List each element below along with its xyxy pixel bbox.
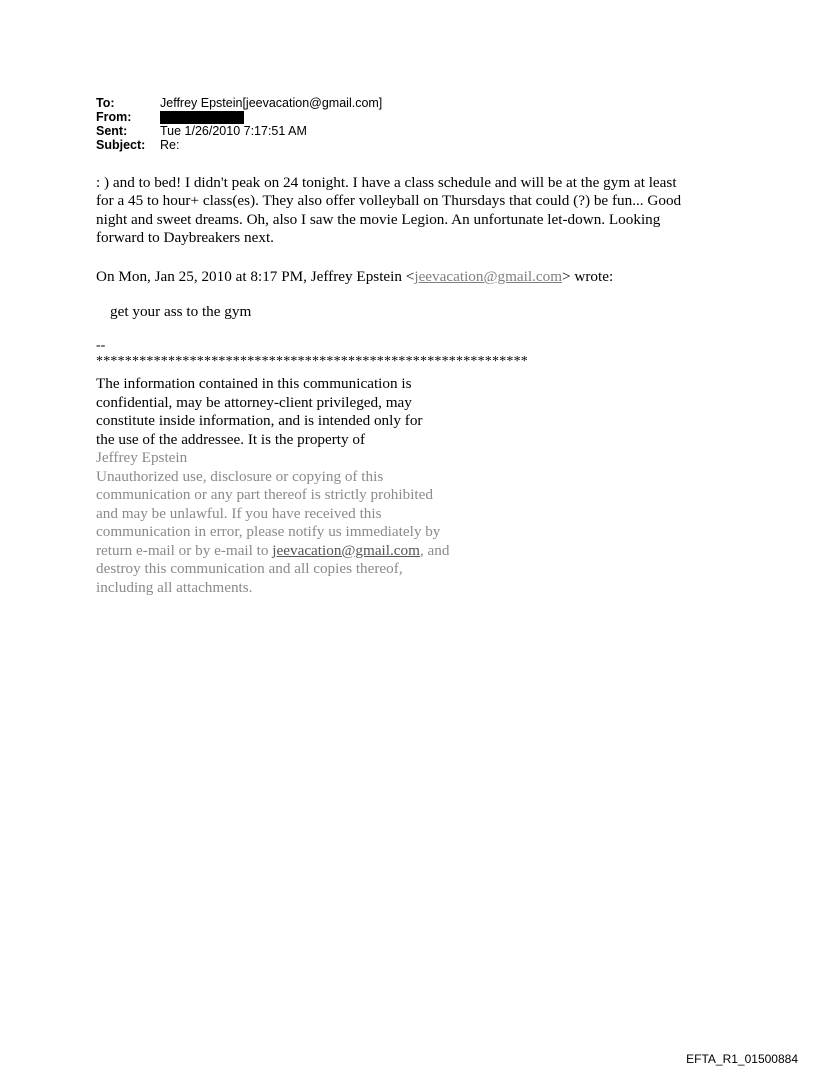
- disclaimer-line: confidential, may be attorney-client privileged, may: [96, 393, 412, 411]
- message-line: for a 45 to hour+ class(es). They also offer volleyball on Thursdays that could (?) be fun... Good: [96, 192, 682, 210]
- to-row: [96, 96, 382, 110]
- redaction-box: [160, 111, 244, 124]
- disclaimer-line: communication or any part thereof is strictly prohibited: [96, 486, 433, 503]
- quoted-intro-end: > wrote:: [562, 268, 614, 285]
- disclaimer-line: communication in error, please notify us immediately by: [96, 523, 441, 540]
- quoted-email-link[interactable]: jeevacation@gmail.com: [414, 268, 563, 285]
- subject-value: Re:: [160, 138, 180, 152]
- quoted-intro-text: On Mon, Jan 25, 2010 at 8:17 PM, Jeffrey Epstein <: [96, 268, 415, 285]
- sent-value: Tue 1/26/2010 7:17:51 AM: [160, 124, 307, 138]
- disclaimer-email-link[interactable]: jeevacation@gmail.com: [272, 541, 420, 559]
- disclaimer-return-text: return e-mail or by e-mail to: [96, 541, 273, 559]
- from-label: From:: [96, 110, 132, 124]
- email-header: [96, 96, 382, 152]
- message-line: : ) and to bed! I didn't peak on 24 tonight. I have a class schedule and will be at the gym at least: [96, 174, 677, 191]
- signature-stars: ************************************************************: [96, 354, 528, 369]
- disclaimer-line: and may be unlawful. If you have received this: [96, 504, 382, 522]
- disclaimer-line: Unauthorized use, disclosure or copying of this: [96, 467, 384, 485]
- subject-label: Subject:: [96, 138, 146, 152]
- message-body: [96, 174, 736, 248]
- disclaimer-line: destroy this communication and all copies thereof,: [96, 560, 403, 577]
- disclaimer-line: the use of the addressee. It is the property of: [96, 430, 366, 448]
- quoted-text: get your ass to the gym: [110, 303, 252, 320]
- quoted-intro: [96, 268, 613, 286]
- confidentiality-disclaimer: [96, 375, 476, 597]
- subject-row: [96, 138, 382, 152]
- disclaimer-line: The information contained in this communication is: [96, 375, 412, 392]
- disclaimer-return-end: , and: [419, 541, 450, 559]
- disclaimer-line: including all attachments.: [96, 578, 253, 596]
- to-value: Jeffrey Epstein[jeevacation@gmail.com]: [160, 96, 383, 110]
- message-line: forward to Daybreakers next.: [96, 229, 274, 247]
- disclaimer-line: constitute inside information, and is intended only for: [96, 412, 423, 429]
- to-label: To:: [96, 96, 115, 110]
- disclaimer-return-line: [96, 542, 476, 561]
- sent-row: [96, 124, 382, 138]
- signature-dashes: --: [96, 338, 106, 353]
- sent-label: Sent:: [96, 124, 128, 138]
- document-id: EFTA_R1_01500884: [686, 1052, 798, 1066]
- disclaimer-line: Jeffrey Epstein: [96, 449, 188, 466]
- message-line: night and sweet dreams. Oh, also I saw the movie Legion. An unfortunate let-down. Looking: [96, 210, 661, 228]
- from-row: [96, 110, 382, 124]
